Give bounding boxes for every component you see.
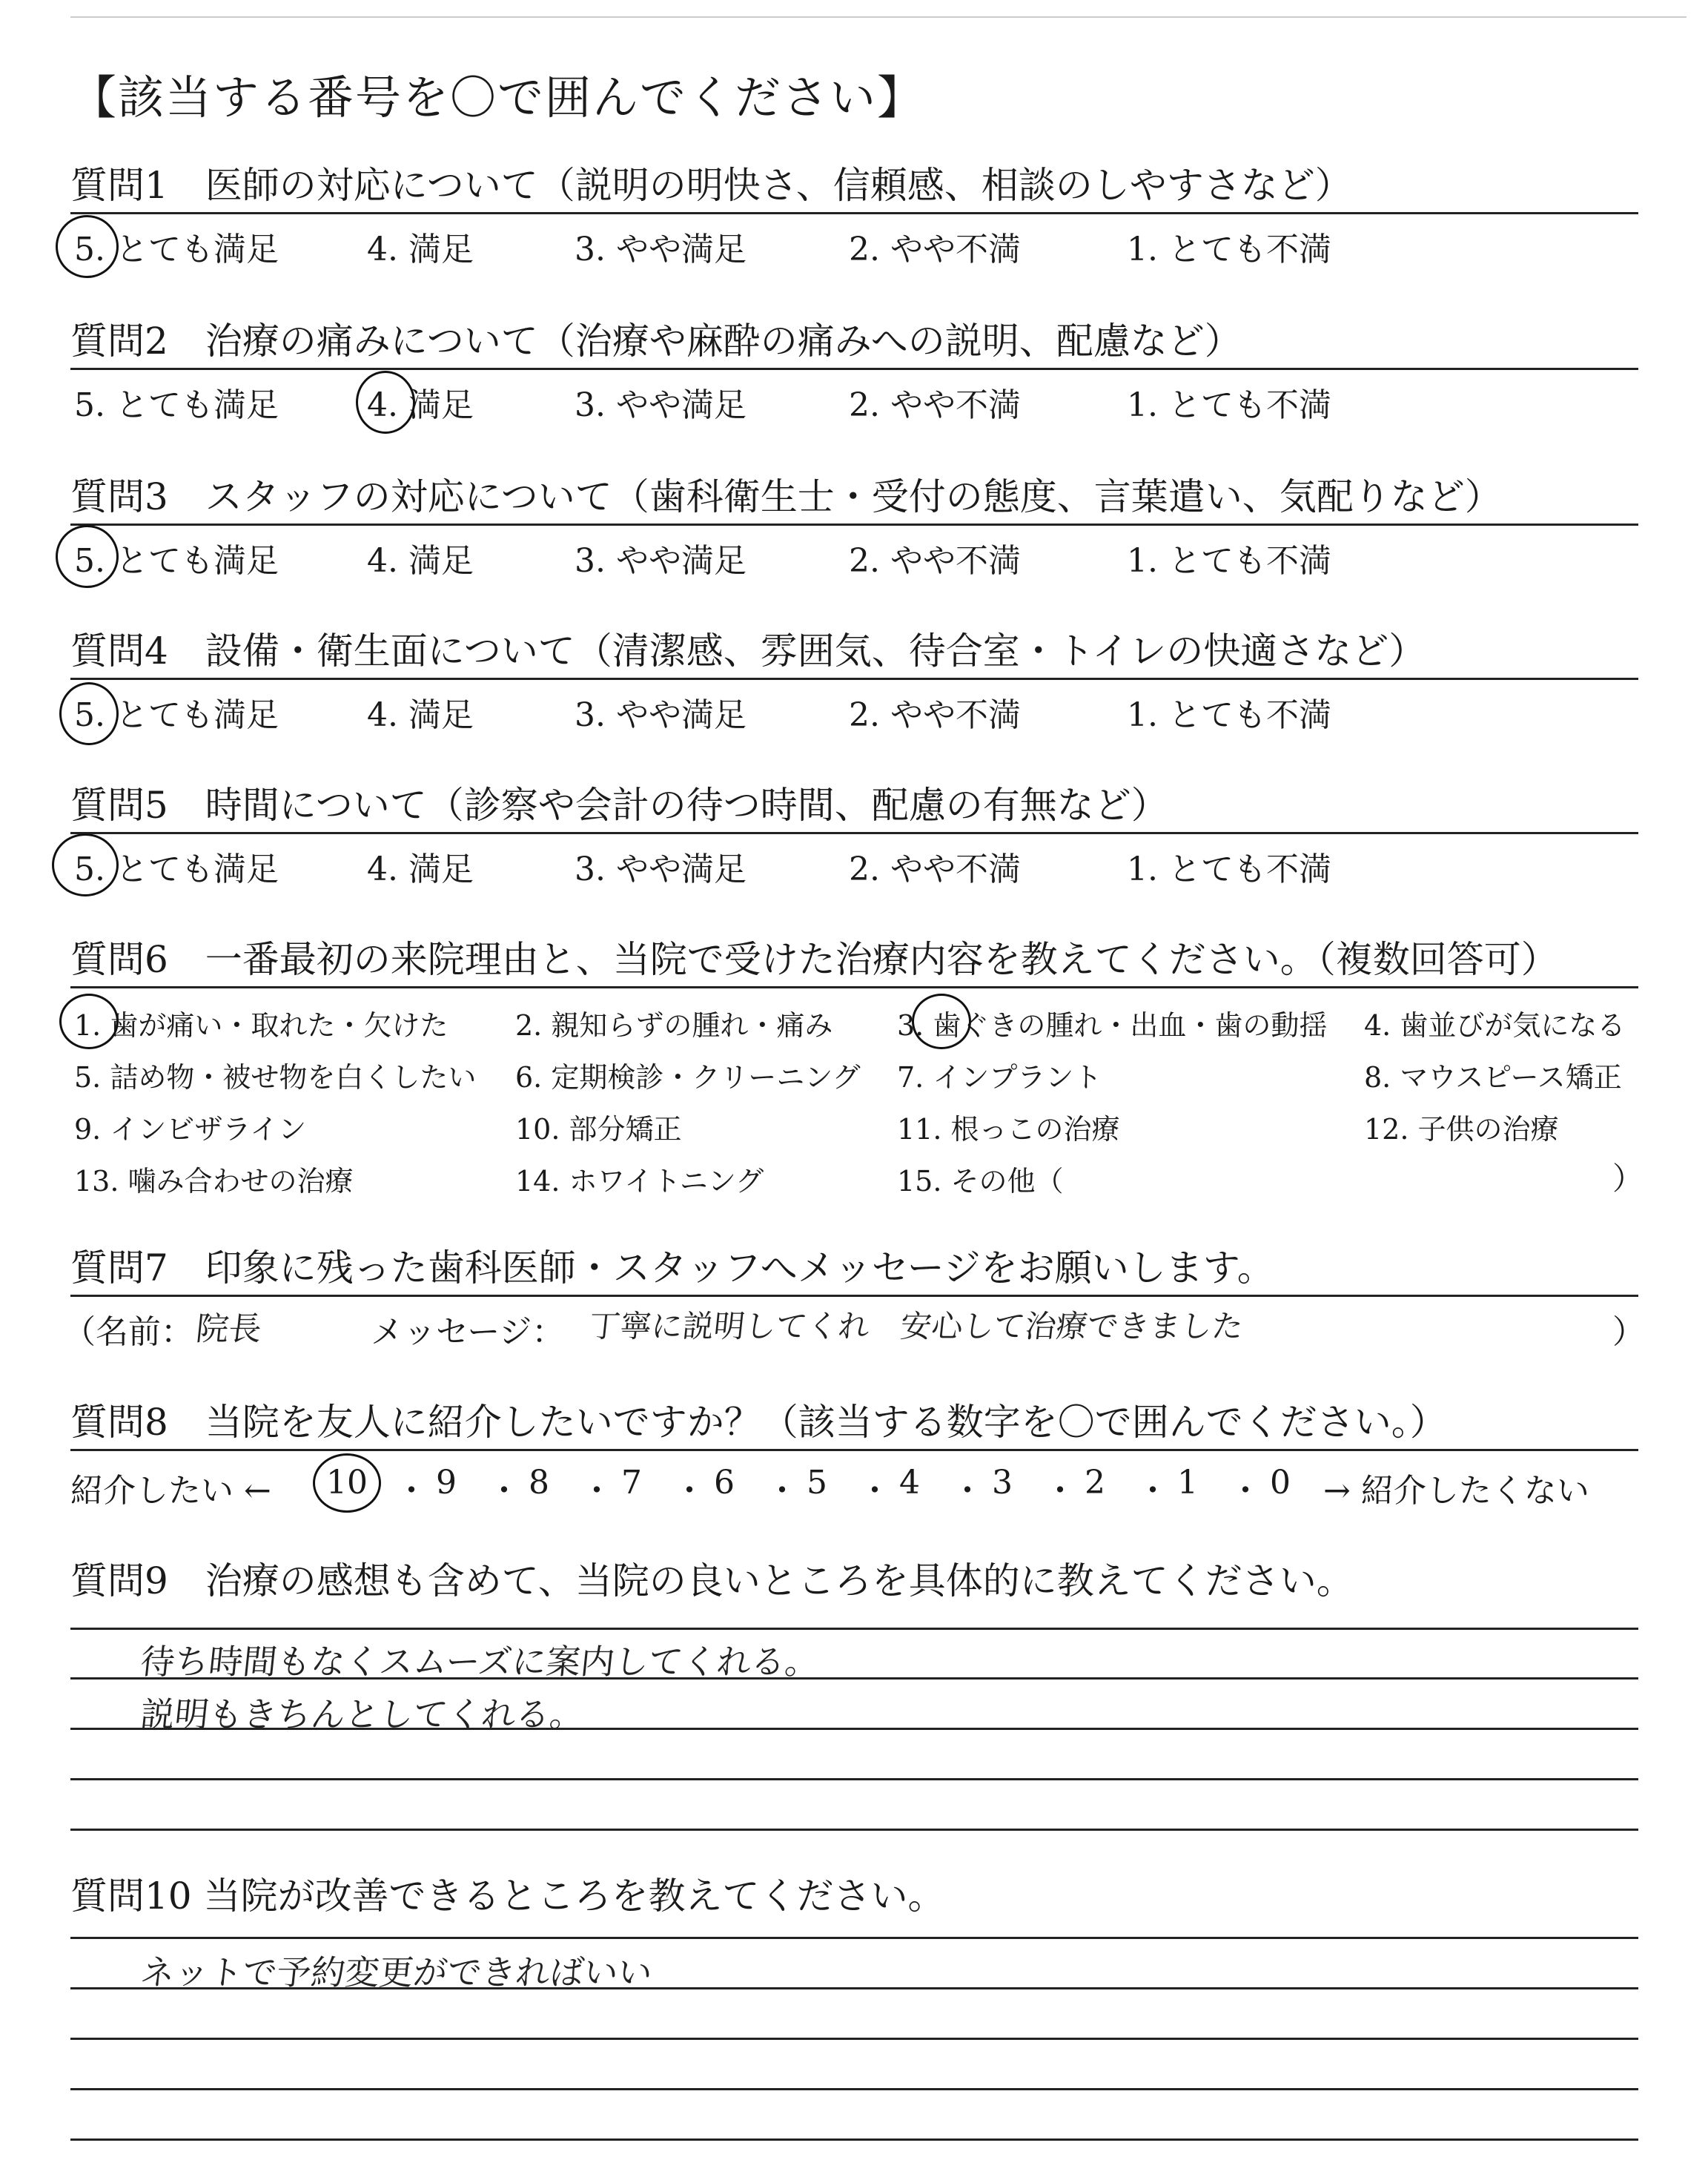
answer-line: [70, 1677, 1638, 1680]
q10-answer-line-1[interactable]: ネットで予約変更ができればいい: [138, 1952, 655, 1992]
treatment-option[interactable]: 2. 親知らずの腫れ・痛み: [515, 1009, 833, 1042]
treatment-option[interactable]: 9. インビザライン: [74, 1113, 307, 1146]
q9-answer-line-2[interactable]: 説明もきちんとしてくれる。: [138, 1694, 586, 1734]
scale-right: [1323, 1464, 1589, 1511]
question-3: [70, 473, 1638, 584]
option-1[interactable]: 1. とても不満: [1127, 231, 1331, 268]
top-divider: [70, 16, 1687, 18]
selection-circle: [59, 682, 119, 745]
option-2[interactable]: 2. やや不満: [849, 231, 1021, 268]
scale-dot: ・: [673, 1472, 706, 1510]
option-4[interactable]: 4. 満足: [367, 231, 474, 268]
selection-circle: [56, 525, 119, 588]
question-2: [70, 317, 1638, 429]
option-5[interactable]: 5. とても満足: [74, 231, 279, 268]
name-label: （名前：: [63, 1313, 193, 1351]
question-9: [70, 1557, 1638, 1609]
scale-dot: ・: [1136, 1472, 1169, 1510]
question-10: [70, 1872, 1638, 1924]
answer-line: [70, 1987, 1638, 1989]
scale-value[interactable]: 10: [326, 1464, 368, 1502]
scale-value[interactable]: 6: [714, 1464, 735, 1502]
answer-line: [70, 1937, 1638, 1939]
treatment-option[interactable]: 8. マウスピース矯正: [1364, 1061, 1622, 1094]
question-4-rule: [70, 678, 1638, 680]
selection-circle: [912, 994, 971, 1049]
question-1-title: 質問1 医師の対応について（説明の明快さ、信頼感、相談のしやすさなど）: [70, 164, 1352, 207]
scale-value[interactable]: 7: [621, 1464, 642, 1502]
scale-value[interactable]: 2: [1085, 1464, 1105, 1502]
option-2[interactable]: 2. やや不満: [849, 696, 1021, 734]
option-1[interactable]: 1. とても不満: [1127, 542, 1331, 580]
scale-dot: ・: [488, 1472, 520, 1510]
selection-circle: [356, 371, 415, 434]
question-7-title: 質問7 印象に残った歯科医師・スタッフへメッセージをお願いします。: [70, 1246, 1274, 1289]
option-1[interactable]: 1. とても不満: [1127, 386, 1331, 424]
question-9-title: 質問9 治療の感想も含めて、当院の良いところを具体的に教えてください。: [70, 1559, 1354, 1602]
treatment-option[interactable]: 14. ホワイトニング: [515, 1165, 764, 1198]
treatment-option[interactable]: 13. 噛み合わせの治療: [74, 1165, 354, 1198]
option-1[interactable]: 1. とても不満: [1127, 696, 1331, 734]
question-10-title: 質問10 当院が改善できるところを教えてください。: [70, 1875, 945, 1918]
scale-value[interactable]: 0: [1270, 1464, 1291, 1502]
option-5[interactable]: 5. とても満足: [74, 542, 279, 580]
answer-line: [70, 2138, 1638, 2141]
option-3[interactable]: 3. やや満足: [575, 542, 747, 580]
question-6: [70, 936, 1644, 1218]
option-4[interactable]: 4. 満足: [367, 696, 474, 734]
treatment-option[interactable]: 3. 歯ぐきの腫れ・出血・歯の動揺: [897, 1009, 1328, 1042]
scale-dot: ・: [580, 1472, 613, 1510]
option-4[interactable]: 4. 満足: [367, 386, 474, 424]
option-3[interactable]: 3. やや満足: [575, 231, 747, 268]
recommend-scale: [70, 1464, 271, 1511]
scale-numbers: [326, 1464, 1397, 1508]
question-7-rule: [70, 1295, 1638, 1297]
question-1-rule: [70, 212, 1638, 214]
question-2-title: 質問2 治療の痛みについて（治療や麻酔の痛みへの説明、配慮など）: [70, 320, 1242, 363]
question-6-rule: [70, 986, 1638, 988]
message-label: メッセージ：: [371, 1313, 565, 1351]
selection-circle: [313, 1453, 381, 1513]
treatment-option[interactable]: 12. 子供の治療: [1364, 1113, 1559, 1146]
option-3[interactable]: 3. やや満足: [575, 696, 747, 734]
question-3-title: 質問3 スタッフの対応について（歯科衛生士・受付の態度、言葉遣い、気配りなど）: [70, 475, 1502, 518]
question-4-title: 質問4 設備・衛生面について（清潔感、雰囲気、待合室・トイレの快適さなど）: [70, 630, 1426, 673]
message-answer[interactable]: 丁寧に説明してくれ 安心して治療できました: [587, 1308, 1245, 1344]
option-4[interactable]: 4. 満足: [367, 542, 474, 580]
answer-line: [70, 1728, 1638, 1730]
scale-dot: ・: [1044, 1472, 1076, 1510]
option-4[interactable]: 4. 満足: [367, 851, 474, 888]
option-5[interactable]: 5. とても満足: [74, 851, 279, 888]
option-5[interactable]: 5. とても満足: [74, 696, 279, 734]
selection-circle: [59, 994, 119, 1049]
question-8-title: 質問8 当院を友人に紹介したいですか？（該当する数字を〇で囲んでください。）: [70, 1401, 1447, 1444]
scale-value[interactable]: 3: [992, 1464, 1013, 1502]
q9-answer-line-1[interactable]: 待ち時間もなくスムーズに案内してくれる。: [138, 1642, 821, 1682]
scale-dot: ・: [858, 1472, 891, 1510]
option-3[interactable]: 3. やや満足: [575, 851, 747, 888]
option-2[interactable]: 2. やや不満: [849, 851, 1021, 888]
question-6-title: 質問6 一番最初の来院理由と、当院で受けた治療内容を教えてください。（複数回答可）: [70, 938, 1558, 981]
answer-line: [70, 1628, 1638, 1630]
question-5-title: 質問5 時間について（診察や会計の待つ時間、配慮の有無など）: [70, 784, 1168, 827]
scale-value[interactable]: 8: [529, 1464, 549, 1502]
question-5: [70, 782, 1638, 893]
treatment-option[interactable]: 6. 定期検診・クリーニング: [515, 1061, 861, 1094]
answer-line: [70, 1778, 1638, 1780]
question-3-rule: [70, 524, 1638, 526]
scale-value[interactable]: 9: [436, 1464, 457, 1502]
treatment-option[interactable]: 1. 歯が痛い・取れた・欠けた: [74, 1009, 448, 1042]
question-4: [70, 627, 1638, 739]
scale-value[interactable]: 5: [807, 1464, 827, 1502]
option-2[interactable]: 2. やや不満: [849, 542, 1021, 580]
message-close-paren: ）: [1612, 1313, 1645, 1351]
selection-circle: [56, 215, 119, 278]
option-1[interactable]: 1. とても不満: [1127, 851, 1331, 888]
option-2[interactable]: 2. やや不満: [849, 386, 1021, 424]
answer-line: [70, 1829, 1638, 1831]
scale-right-label: → 紹介したくない: [1323, 1472, 1589, 1510]
option-3[interactable]: 3. やや満足: [575, 386, 747, 424]
scale-dot: ・: [951, 1472, 984, 1510]
scale-dot: ・: [395, 1472, 428, 1510]
treatment-option[interactable]: 7. インプラント: [897, 1061, 1102, 1094]
treatment-option[interactable]: 10. 部分矯正: [515, 1113, 682, 1146]
question-8-rule: [70, 1449, 1638, 1451]
treatment-option[interactable]: 4. 歯並びが気になる: [1364, 1009, 1626, 1042]
question-8: [70, 1398, 1638, 1510]
treatment-option[interactable]: 11. 根っこの治療: [897, 1113, 1120, 1146]
question-5-rule: [70, 832, 1638, 834]
answer-line: [70, 2088, 1638, 2090]
question-1: [70, 162, 1638, 273]
scale-dot: ・: [1229, 1472, 1262, 1510]
question-2-rule: [70, 368, 1638, 370]
page-header: 【該当する番号を〇で囲んでください】: [70, 70, 925, 125]
treatment-option[interactable]: 15. その他（: [897, 1165, 1064, 1198]
answer-line: [70, 2038, 1638, 2040]
treatment-option[interactable]: 5. 詰め物・被せ物を白くしたい: [74, 1061, 477, 1094]
selection-circle: [52, 833, 119, 896]
scale-left-label: 紹介したい ←: [70, 1472, 271, 1510]
scale-value[interactable]: 1: [1177, 1464, 1198, 1502]
scale-dot: ・: [766, 1472, 798, 1510]
name-answer[interactable]: 院長: [193, 1310, 264, 1348]
option-5[interactable]: 5. とても満足: [74, 386, 279, 424]
scale-value[interactable]: 4: [899, 1464, 920, 1502]
question-7: [63, 1244, 1645, 1355]
other-close-paren: ）: [1612, 1160, 1644, 1197]
